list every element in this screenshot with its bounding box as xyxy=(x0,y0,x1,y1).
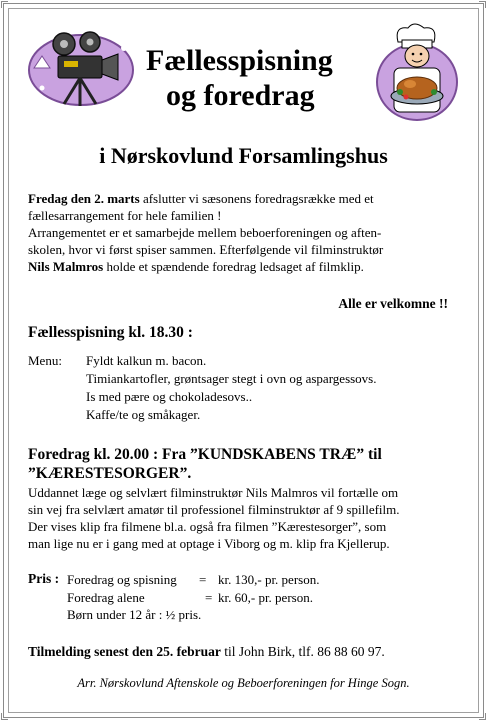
menu-item: Fyldt kalkun m. bacon. xyxy=(86,353,207,368)
price-amount: kr. 60,- pr. person. xyxy=(218,590,313,605)
page-title-line1: Fællesspisning xyxy=(146,44,333,77)
intro-line-5 xyxy=(28,258,468,275)
border-corner xyxy=(479,1,486,8)
menu-item: Kaffe/te og småkager. xyxy=(86,407,201,422)
talk-heading-line1: Foredrag kl. 20.00 : Fra ”KUNDSKABENS TRÆ” til xyxy=(28,446,382,463)
intro-line-1 xyxy=(28,190,468,207)
price-row xyxy=(67,571,177,589)
price-name: Foredrag alene xyxy=(67,590,145,605)
intro-line-1-text: afslutter vi sæsonens foredragsrække med et xyxy=(139,191,374,206)
signup-deadline: Tilmelding senest den 25. februar xyxy=(28,644,221,659)
signup-text xyxy=(28,643,385,660)
intro-paragraph xyxy=(28,190,468,275)
talk-line: man lige nu er i gang med at optage i Viborg og m. klip fra Kjellerup. xyxy=(28,536,390,551)
price-eq: = xyxy=(205,590,213,605)
talk-heading-line2: ”KÆRESTESORGER”. xyxy=(28,465,192,482)
page-subtitle: i Nørskovlund Forsamlingshus xyxy=(99,143,388,168)
event-date: Fredag den 2. marts xyxy=(28,191,140,206)
intro-line-5-text: holde et spændende foredrag ledsaget af filmklip. xyxy=(103,259,364,274)
talk-description xyxy=(28,484,468,552)
footer-organizers: Arr. Nørskovlund Aftenskole og Beboerforeningen for Hinge Sogn. xyxy=(77,676,410,690)
talk-heading xyxy=(28,445,382,483)
talk-line: sin vej fra selvlært amatør til professionel filminstruktør af 9 spillefilm. xyxy=(28,502,400,517)
intro-line-3: Arrangementet er et samarbejde mellem beboerforeningen og aften- xyxy=(28,225,382,240)
price-label: Pris : xyxy=(28,571,60,586)
menu-item: Timiankartofler, grøntsager stegt i ovn og aspargessovs. xyxy=(86,371,377,386)
talk-line: Uddannet læge og selvlært filminstruktør Nils Malmros vil fortælle om xyxy=(28,485,399,500)
menu-list xyxy=(86,352,377,424)
welcome-text: Alle er velkomne !! xyxy=(338,296,448,311)
border-corner xyxy=(479,713,486,720)
dinner-heading: Fællesspisning kl. 18.30 : xyxy=(28,324,193,341)
chef-with-turkey-icon xyxy=(374,22,460,122)
price-children: Børn under 12 år : ½ pris. xyxy=(67,607,202,622)
border-corner xyxy=(1,713,8,720)
film-projector-icon xyxy=(24,28,138,108)
border-corner xyxy=(1,1,8,8)
menu-item: Is med pære og chokoladesovs.. xyxy=(86,389,253,404)
signup-contact: til John Birk, tlf. 86 88 60 97. xyxy=(220,644,385,659)
price-eq: = xyxy=(199,572,207,587)
price-row xyxy=(67,589,145,607)
intro-line-4: skolen, hvor vi først spiser sammen. Efterfølgende vil filminstruktør xyxy=(28,242,384,257)
price-amount: kr. 130,- pr. person. xyxy=(218,572,320,587)
speaker-name: Nils Malmros xyxy=(28,259,104,274)
talk-line: Der vises klip fra filmene bl.a. også fra filmen ”Kærestesorger”, som xyxy=(28,519,387,534)
intro-line-2: fællesarrangement for hele familien ! xyxy=(28,208,222,223)
page-title-line2: og foredrag xyxy=(166,79,315,112)
menu-label: Menu: xyxy=(28,353,62,368)
price-name: Foredrag og spisning xyxy=(67,572,177,587)
